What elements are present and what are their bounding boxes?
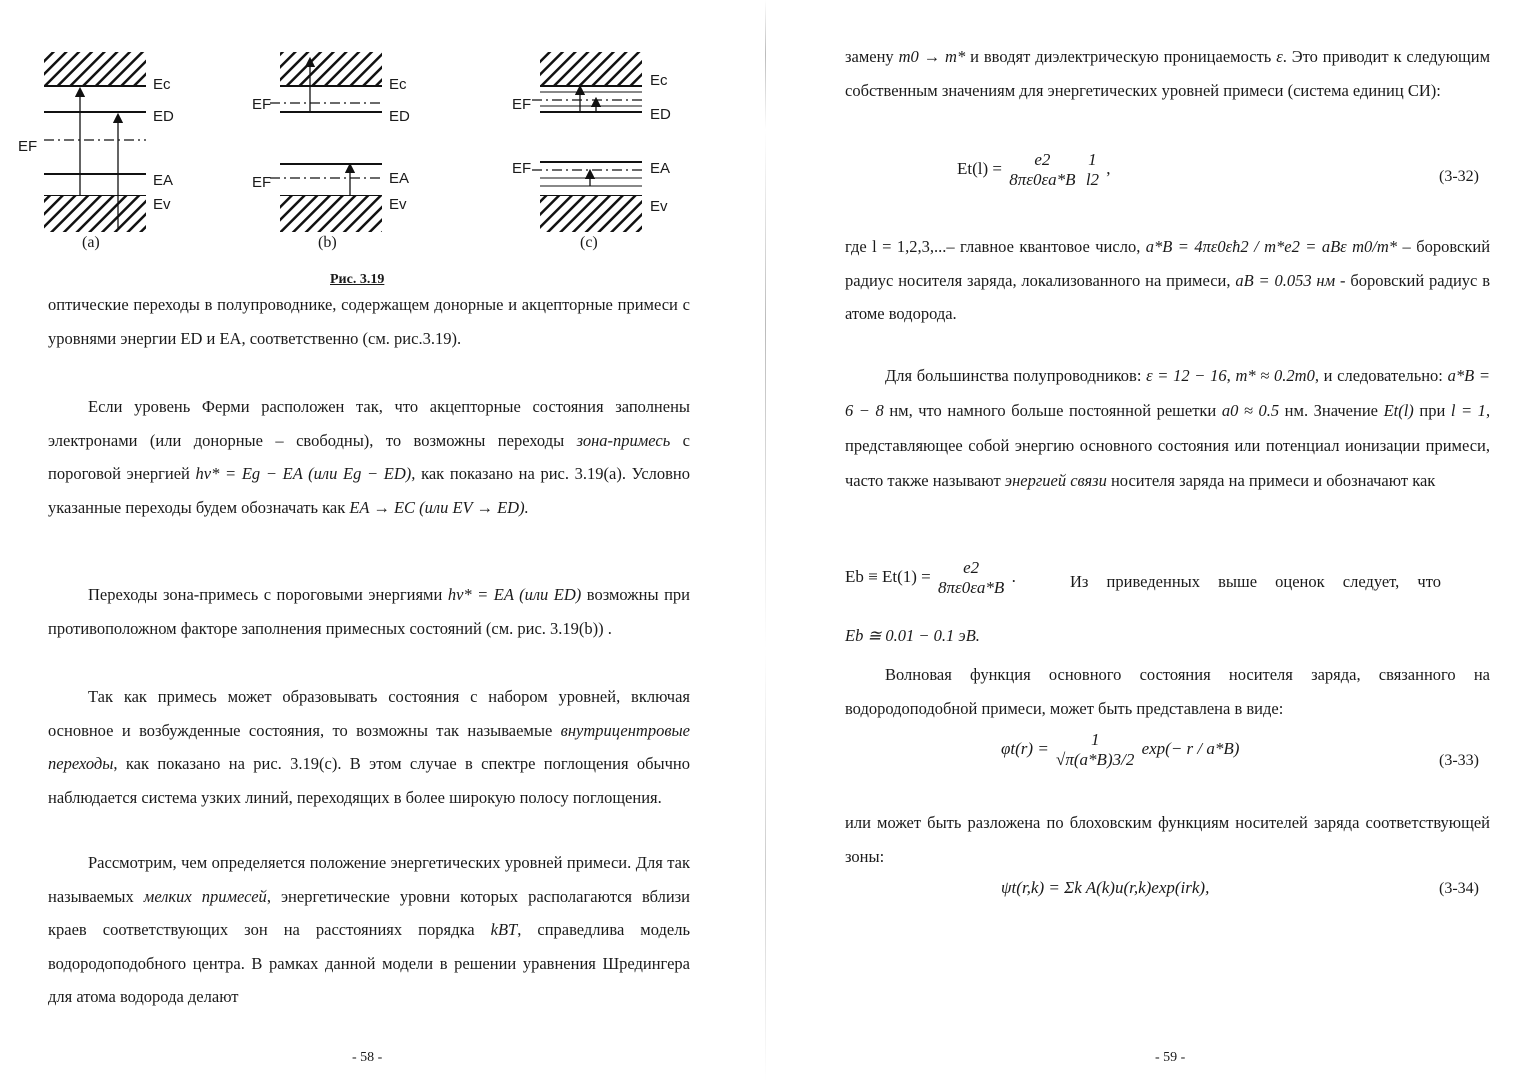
band-diagram-figure [0, 40, 700, 300]
right-paragraph-5: Волновая функция основного состояния носителя заряда, связанного на водородоподобной примеси, может быть представлена в виде: [845, 665, 1490, 718]
label-ed-a: ED [153, 108, 174, 125]
left-paragraph-5: Рассмотрим, чем определяется положение энергетических уровней примеси. Для так называемых мелких примесей, энергетические уровни которых располагаются вблизи краев соответствующих зон на расстояниях порядка kBT, справедлива модель водородоподобного центра. В рамках данной модели в решении уравнения Шредингера для атома водорода делают [48, 853, 691, 1006]
left-paragraph-3: Переходы зона-примесь с пороговыми энергиями hν* = EA (или ED) возможны при противоположном факторе заполнения примесных состояний (см. рис. 3.19(b)) . [48, 585, 690, 638]
right-page [765, 0, 1530, 1082]
eq33-numerator: 1 [1090, 730, 1100, 749]
label-ea-a: EA [153, 172, 174, 189]
right-paragraph-2: где l = 1,2,3,...– главное квантовое число, a*B = 4πε0εħ2 / m*e2 = aBε m0/m* – боровский радиус носителя заряда, локализованного на примеси, aB = 0.053 нм - боровский радиус в атоме водорода. [845, 237, 1491, 323]
panel-c-label: (c) [580, 234, 598, 251]
eq32-numerator-2: 1 [1088, 150, 1097, 169]
estimate-sentence: Из приведенных выше оценок следует, что [1070, 572, 1441, 591]
label-ev-c: Ev [650, 198, 668, 215]
eq32-numerator: e2 [1034, 150, 1051, 169]
equation-number-3-33: (3-33) [1439, 752, 1479, 769]
equation-3-32: Et(l) = e2 8πε0εa*B 1 l2 , [957, 150, 1111, 189]
label-ev-a: Ev [153, 196, 171, 213]
label-ec-b: Ec [389, 76, 407, 93]
panel-c [532, 52, 642, 232]
label-ef-a: EF [18, 138, 38, 155]
equation-eb: Eb ≡ Et(1) = e2 8πε0εa*B . [845, 558, 1016, 597]
eb-estimate: Eb ≅ 0.01 − 0.1 эВ. [845, 626, 980, 645]
eq32-denominator: 8πε0εa*B [1009, 170, 1076, 189]
label-ef-bottom-c: EF [512, 160, 532, 177]
label-ef-top-b: EF [252, 96, 272, 113]
right-paragraph-1: замену m0 → m* и вводят диэлектрическую проницаемость ε. Это приводит к следующим собственным значениям для энергетических уровней примеси (система единиц СИ): [845, 47, 1491, 100]
equation-3-33: φt(r) = 1 √π(a*B)3/2 exp(− r / a*B) [1001, 730, 1240, 769]
left-paragraph-4: Так как примесь может образовывать состояния с набором уровней, включая основное и возбужденные состояния, то возможны так называемые внутрицентровые переходы, как показано на рис. 3.19(с). В этом случае в спектре поглощения обычно наблюдается система узких линий, переходящих в более широкую полосу поглощения. [48, 687, 690, 807]
label-ec-a: Ec [153, 76, 171, 93]
left-paragraph-1: оптические переходы в полупроводнике, содержащем донорные и акцепторные примеси с уровнями энергии ED и EA, соответственно (см. рис.3.19). [48, 295, 690, 348]
label-ec-c: Ec [650, 72, 668, 89]
eb-numerator: e2 [963, 558, 980, 577]
equation-number-3-34: (3-34) [1439, 880, 1479, 897]
eq33-denominator: √π(a*B)3/2 [1056, 750, 1135, 769]
equation-3-34: ψt(r,k) = Σk A(k)u(r,k)exp(irk), [1001, 878, 1210, 897]
right-paragraph-3: Для большинства полупроводников: ε = 12 − 16, m* ≈ 0.2m0, и следовательно: a*B = 6 − 8 нм, что намного больше постоянной решетки a0 ≈ 0.5 нм. Значение Et(l) при l = 1, представляющее собой энергию основного состояния или потенциал ионизации примеси, часто также называют энергией связи носителя заряда на примеси и обозначают как [845, 366, 1491, 490]
right-paragraph-6: или может быть разложена по блоховским функциям носителей заряда соответствующей зоны: [845, 813, 1490, 866]
panel-a [44, 52, 146, 232]
equation-number-3-32: (3-32) [1439, 168, 1479, 185]
eq33-exponential: exp(− r / a*B) [1141, 738, 1240, 758]
label-ea-c: EA [650, 160, 671, 177]
panel-b-label: (b) [318, 234, 337, 251]
page-number-right: - 59 - [1155, 1050, 1186, 1065]
panel-b [270, 52, 382, 232]
eb-denominator: 8πε0εa*B [938, 578, 1005, 597]
figure-caption: Рис. 3.19 [330, 272, 385, 287]
page-number-left: - 58 - [352, 1050, 383, 1065]
label-ef-top-c: EF [512, 96, 532, 113]
label-ef-bottom-b: EF [252, 174, 272, 191]
label-ed-c: ED [650, 106, 671, 123]
panel-a-label: (a) [82, 234, 100, 251]
left-paragraph-2: Если уровень Ферми расположен так, что акцепторные состояния заполнены электронами (или донорные – свободны), то возможны переходы зона-примесь с пороговой энергией hν* = Eg − EA (или Eg − ED), как показано на рис. 3.19(а). Условно указанные переходы будем обозначать как EA → EC (или EV → ED). [48, 397, 690, 517]
label-ev-b: Ev [389, 196, 407, 213]
eq32-denominator-2: l2 [1085, 170, 1100, 189]
label-ea-b: EA [389, 170, 410, 187]
label-ed-b: ED [389, 108, 410, 125]
